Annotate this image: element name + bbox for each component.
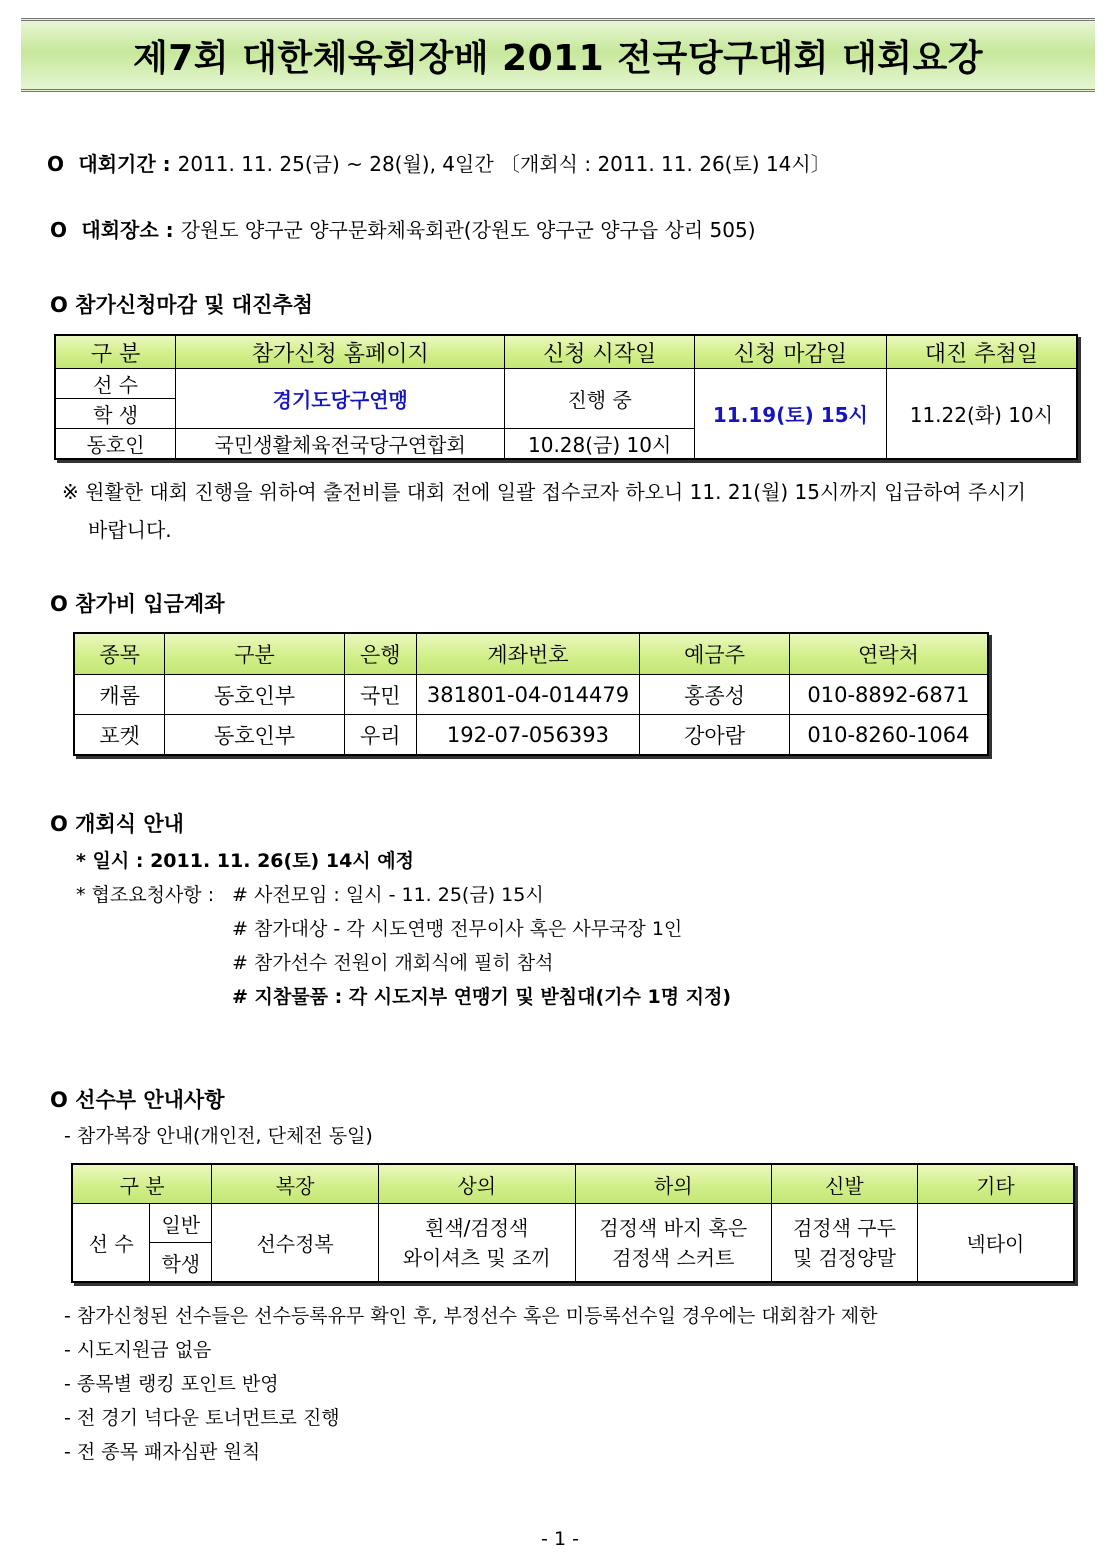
venue-label: 대회장소 xyxy=(81,218,159,242)
table-row xyxy=(74,715,988,756)
attire-header: 하의 xyxy=(575,1164,772,1204)
registration-header: 구 분 xyxy=(55,335,176,369)
attire-group: 선 수 xyxy=(72,1204,150,1283)
opening-item: # 참가선수 전원이 개회식에 필히 참석 xyxy=(232,952,554,974)
registration-header: 참가신청 홈페이지 xyxy=(176,335,505,369)
fee-header: 연락처 xyxy=(789,633,988,675)
fee-header: 예금주 xyxy=(640,633,790,675)
draw-date: 11.22(화) 10시 xyxy=(886,369,1077,460)
attire-header: 상의 xyxy=(378,1164,575,1204)
venue-line xyxy=(50,214,756,243)
fee-contact: 010-8260-1064 xyxy=(789,715,988,756)
attire-bottom-line: 검정색 바지 혹은 xyxy=(599,1215,748,1240)
opening-request-label: * 협조요청사항 : xyxy=(76,884,215,906)
attire-header: 복장 xyxy=(212,1164,379,1204)
opening-heading: O 개회식 안내 xyxy=(50,812,184,836)
venue-value: 강원도 양구군 양구문화체육회관(강원도 양구군 양구읍 상리 505) xyxy=(180,218,756,242)
attire-header: 기타 xyxy=(917,1164,1074,1204)
registration-note-line1: ※ 원활한 대회 진행을 위하여 출전비를 대회 전에 일괄 접수코자 하오니 11. 21(월) 15시까지 입금하여 주시기 xyxy=(62,480,1026,504)
period-bullet: O xyxy=(47,152,65,176)
registration-header-row xyxy=(55,335,1077,369)
fee-division: 동호인부 xyxy=(165,675,345,715)
attire-shoes xyxy=(772,1204,918,1283)
registration-note-line2: 바랍니다. xyxy=(88,518,172,542)
attire-etc: 넥타이 xyxy=(917,1204,1074,1283)
table-row xyxy=(55,369,1077,399)
fee-account-number: 192-07-056393 xyxy=(416,715,640,756)
registration-header: 신청 시작일 xyxy=(505,335,695,369)
table-row xyxy=(72,1204,1074,1243)
fee-event: 포켓 xyxy=(74,715,165,756)
fee-header-row xyxy=(74,633,988,675)
venue-sep: : xyxy=(158,218,181,242)
players-note: - 전 종목 패자심판 원칙 xyxy=(64,1441,261,1463)
homepage-association: 경기도당구연맹 xyxy=(176,369,505,429)
fee-division: 동호인부 xyxy=(165,715,345,756)
start-date-national: 10.28(금) 10시 xyxy=(505,429,695,460)
fee-contact: 010-8892-6871 xyxy=(789,675,988,715)
page-number: - 1 - xyxy=(541,1528,579,1550)
attire-sub-student: 학생 xyxy=(150,1243,212,1283)
fee-event: 캐롬 xyxy=(74,675,165,715)
start-date-association: 진행 중 xyxy=(505,369,695,429)
fee-header: 계좌번호 xyxy=(416,633,640,675)
players-note: - 종목별 랭킹 포인트 반영 xyxy=(64,1373,279,1395)
period-sep: : xyxy=(155,152,178,176)
period-line xyxy=(47,148,831,177)
deadline-date: 11.19(토) 15시 xyxy=(695,369,887,460)
players-note: - 전 경기 넉다운 토너먼트로 진행 xyxy=(64,1407,340,1429)
period-value: 2011. 11. 25(금) ~ 28(월), 4일간 〔개회식 : 2011. 11. 26(토) 14시〕 xyxy=(177,152,831,176)
fee-bank: 국민 xyxy=(344,675,416,715)
attire-table xyxy=(71,1163,1075,1283)
row-label-player: 선 수 xyxy=(55,369,176,399)
fee-holder: 강아람 xyxy=(640,715,790,756)
page-title: 제7회 대한체육회장배 2011 전국당구대회 대회요강 xyxy=(132,37,984,79)
fee-account-number: 381801-04-014479 xyxy=(416,675,640,715)
attire-top xyxy=(378,1204,575,1283)
period-label: 대회기간 xyxy=(78,152,156,176)
row-label-student: 학 생 xyxy=(55,399,176,429)
fee-table xyxy=(73,632,989,756)
attire-header: 구 분 xyxy=(72,1164,212,1204)
opening-item: # 사전모임 : 일시 - 11. 25(금) 15시 xyxy=(232,884,544,906)
registration-header: 신청 마감일 xyxy=(695,335,887,369)
players-note: - 참가신청된 선수들은 선수등록유무 확인 후, 부정선수 혹은 미등록선수일 경우에는 대회참가 제한 xyxy=(64,1305,878,1327)
row-label-amateur: 동호인 xyxy=(55,429,176,460)
venue-bullet: O xyxy=(50,218,68,242)
attire-bottom-line: 검정색 스커트 xyxy=(612,1245,735,1270)
players-subheading: - 참가복장 안내(개인전, 단체전 동일) xyxy=(64,1125,373,1147)
attire-top-line: 흰색/검정색 xyxy=(425,1215,529,1240)
attire-bottom xyxy=(575,1204,772,1283)
fee-heading: O 참가비 입금계좌 xyxy=(50,592,225,616)
attire-header-row xyxy=(72,1164,1074,1204)
registration-table xyxy=(54,334,1078,460)
attire-header: 신발 xyxy=(772,1164,918,1204)
attire-top-line: 와이셔츠 및 조끼 xyxy=(402,1245,551,1270)
fee-header: 종목 xyxy=(74,633,165,675)
attire-uniform: 선수정복 xyxy=(212,1204,379,1283)
registration-header: 대진 추첨일 xyxy=(886,335,1077,369)
homepage-national: 국민생활체육전국당구연합회 xyxy=(176,429,505,460)
title-banner xyxy=(21,18,1095,92)
fee-holder: 홍종성 xyxy=(640,675,790,715)
table-row xyxy=(74,675,988,715)
opening-item: # 지참물품 : 각 시도지부 연맹기 및 받침대(기수 1명 지정) xyxy=(232,986,732,1008)
attire-shoes-line: 검정색 구두 xyxy=(792,1215,896,1240)
players-note: - 시도지원금 없음 xyxy=(64,1339,212,1361)
fee-header: 은행 xyxy=(344,633,416,675)
opening-item: # 참가대상 - 각 시도연맹 전무이사 혹은 사무국장 1인 xyxy=(232,918,683,940)
attire-shoes-line: 및 검정양말 xyxy=(792,1245,896,1270)
opening-time: * 일시 : 2011. 11. 26(토) 14시 예정 xyxy=(76,850,414,872)
fee-bank: 우리 xyxy=(344,715,416,756)
registration-heading: O 참가신청마감 및 대진추첨 xyxy=(50,293,313,317)
attire-sub-general: 일반 xyxy=(150,1204,212,1243)
players-heading: O 선수부 안내사항 xyxy=(50,1088,225,1112)
fee-header: 구분 xyxy=(165,633,345,675)
